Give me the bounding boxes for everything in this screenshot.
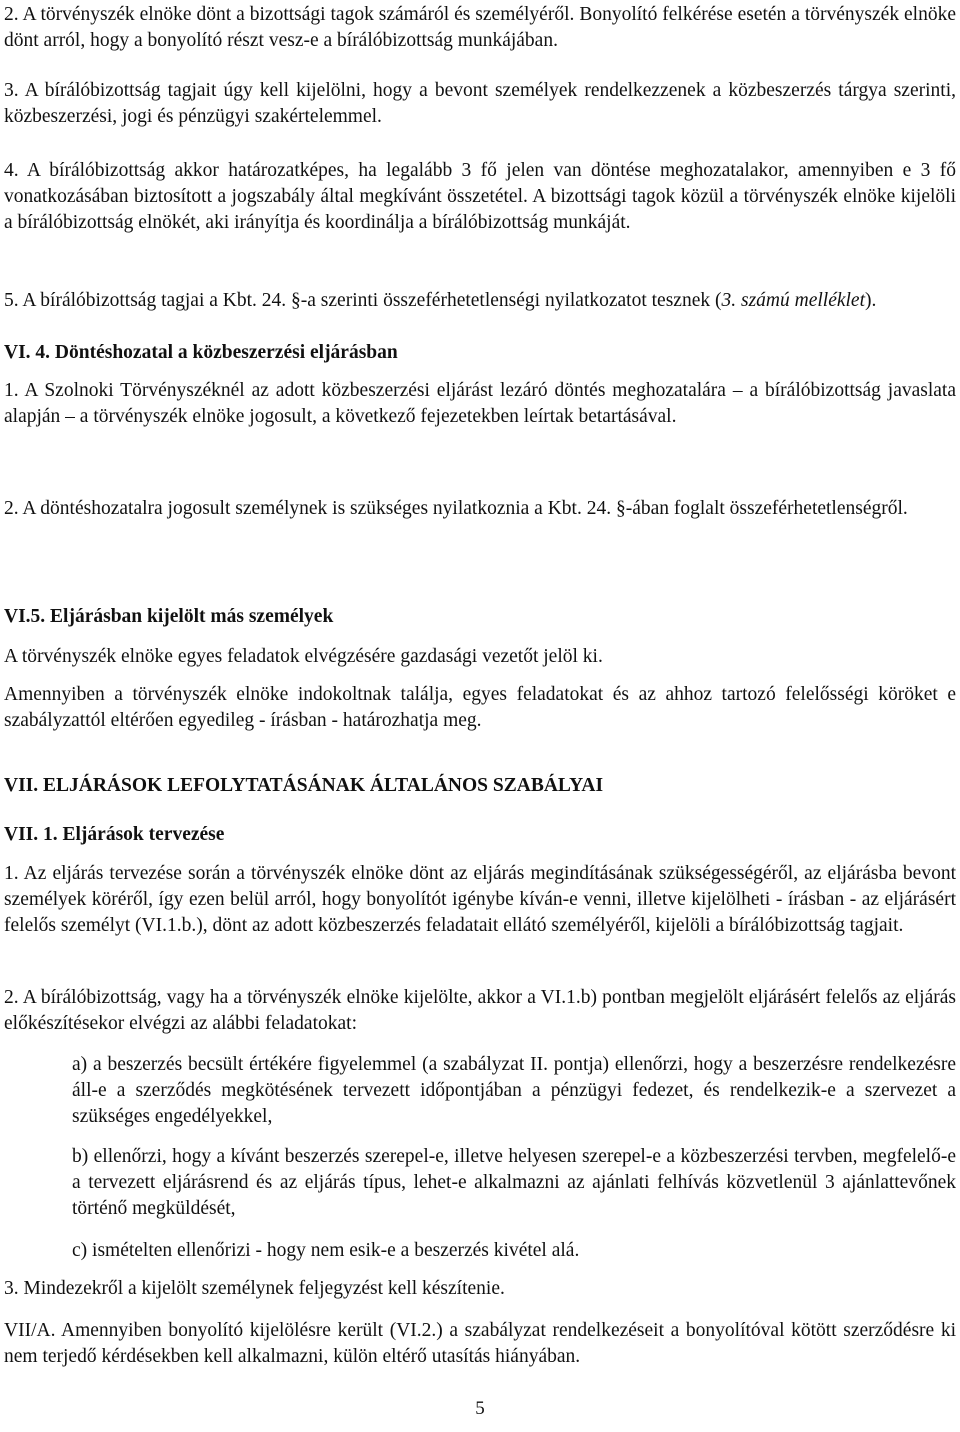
paragraph-viia: VII/A. Amennyiben bonyolító kijelölésre került (VI.2.) a szabályzat rendelkezéseit a bonyolítóval kötött szerződésre ki nem terjedő kérdésekben kell alkalmazni, külön eltérő utasítás hiányában.	[4, 1320, 956, 1367]
section-heading-vi4: VI. 4. Döntéshozatal a közbeszerzési eljárásban	[4, 342, 398, 363]
paragraph-vi5-1: A törvényszék elnöke egyes feladatok elvégzésére gazdasági vezetőt jelöl ki.	[4, 646, 603, 667]
paragraph-vi3-5-text: 5. A bírálóbizottság tagjai a Kbt. 24. §-a szerinti összeférhetetlenségi nyilatkozatot tesznek (	[4, 290, 722, 311]
section-heading-vii1: VII. 1. Eljárások tervezése	[4, 824, 225, 845]
paragraph-vi5-2: Amennyiben a törvényszék elnöke indokoltnak találja, egyes feladatokat és az ahhoz tartozó felelősségi köröket e szabályzattól eltérően egyedileg - írásban - határozhatja meg.	[4, 684, 956, 731]
annex-reference: 3. számú melléklet	[721, 290, 865, 311]
paragraph-vi3-3: 3. A bírálóbizottság tagjait úgy kell kijelölni, hogy a bevont személyek rendelkezzenek a közbeszerzés tárgya szerinti, közbeszerzési, jogi és pénzügyi szakértelemmel.	[4, 80, 956, 127]
paragraph-vi4-1: 1. A Szolnoki Törvényszéknél az adott közbeszerzési eljárást lezáró döntés meghozatalára – a bírálóbizottság javaslata alapján – a törvényszék elnöke jogosult, a következő fejezetekben leírtak betartásával.	[4, 380, 956, 427]
list-item-a: a) a beszerzés becsült értékére figyelemmel (a szabályzat II. pontja) ellenőrzi, hogy a beszerzésre rendelkezésre áll-e a szerződés megkötésének tervezett időpontjában a pénzügyi fedezet, és rendelkezik-e a szervezet a szükséges engedélyekkel,	[72, 1054, 956, 1127]
paragraph-vi4-2: 2. A döntéshozatalra jogosult személynek is szükséges nyilatkoznia a Kbt. 24. §-ában foglalt összeférhetetlenségről.	[4, 498, 908, 519]
list-item-c: c) ismételten ellenőrizi - hogy nem esik-e a beszerzés kivétel alá.	[72, 1240, 580, 1261]
paragraph-vi3-4: 4. A bírálóbizottság akkor határozatképes, ha legalább 3 fő jelen van döntése meghozatalakor, amennyiben e 3 fő vonatkozásában biztosított a jogszabály által megkívánt összetétel. A bizottsági tagok közül a törvényszék elnöke kijelöli a bírálóbizottság elnökét, aki irányítja és koordinálja a bírálóbizottság munkáját.	[4, 160, 956, 233]
section-heading-vi5: VI.5. Eljárásban kijelölt más személyek	[4, 606, 334, 627]
paragraph-vii1-2: 2. A bírálóbizottság, vagy ha a törvényszék elnöke kijelölte, akkor a VI.1.b) pontban megjelölt eljárásért felelős az eljárás előkészítésekor elvégzi az alábbi feladatokat:	[4, 987, 956, 1034]
chapter-heading-vii: VII. ELJÁRÁSOK LEFOLYTATÁSÁNAK ÁLTALÁNOS SZABÁLYAI	[4, 775, 604, 796]
paragraph-vi3-5	[4, 288, 956, 314]
paragraph-vi3-2: 2. A törvényszék elnöke dönt a bizottsági tagok számáról és személyéről. Bonyolító felkérése esetén a törvényszék elnöke dönt arról, hogy a bonyolító részt vesz-e a bírálóbizottság munkájában.	[4, 4, 956, 51]
paragraph-vii1-3: 3. Mindezekről a kijelölt személynek feljegyzést kell készítenie.	[4, 1278, 505, 1299]
paragraph-vii1-1: 1. Az eljárás tervezése során a törvényszék elnöke dönt az eljárás megindításának szükségességéről, az eljárásba bevont személyek köréről, így ezen belül arról, hogy bonyolítót igénybe kíván-e venni, illetve kijelölheti - írásban - az eljárásért felelős személyt (VI.1.b.), dönt az adott közbeszerzés feladatait ellátó személyéről, kijelöli a bírálóbizottság tagjait.	[4, 863, 956, 936]
page-number: 5	[475, 1398, 485, 1419]
paragraph-vi3-5-end: ).	[865, 290, 877, 311]
list-item-b: b) ellenőrzi, hogy a kívánt beszerzés szerepel-e, illetve helyesen szerepel-e a közbeszerzési tervben, megfelelő-e a tervezett eljárásrend és az eljárás típus, lehet-e alkalmazni az ajánlati felhívás közvetlenül 3 ajánlattevőnek történő megküldését,	[72, 1146, 956, 1219]
